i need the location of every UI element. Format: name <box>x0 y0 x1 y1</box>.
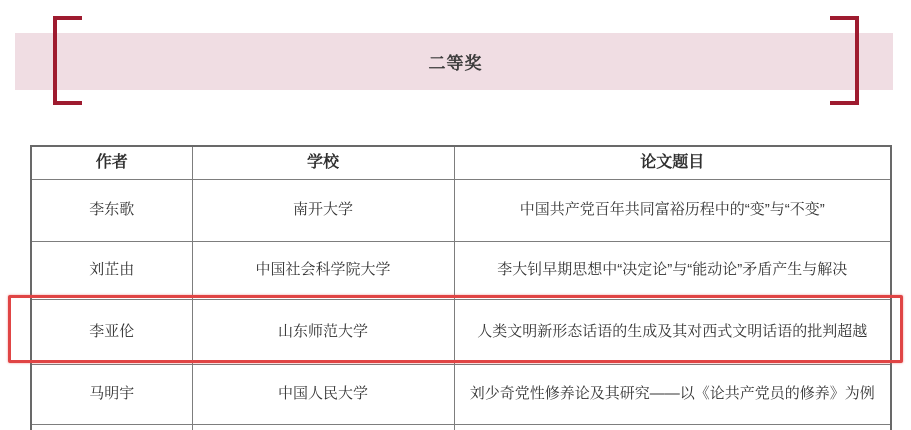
cell-paper-title: 人类文明新形态话语的生成及其对西式文明话语的批判超越 <box>454 299 891 364</box>
award-table <box>30 145 892 430</box>
prize-banner-title: 二等奖 <box>428 54 483 73</box>
cell-school: 中国人民大学 <box>192 364 454 424</box>
cell-author: 马明宇 <box>31 364 192 424</box>
cell-school: 南开大学 <box>192 179 454 241</box>
table-row-highlighted <box>31 299 891 364</box>
header-school: 学校 <box>192 146 454 179</box>
cell-author: 李东歌 <box>31 179 192 241</box>
table-header-row <box>31 146 891 179</box>
cell-author: 刘芷由 <box>31 241 192 299</box>
cell-author: 李亚伦 <box>31 299 192 364</box>
table-row <box>31 179 891 241</box>
table-row <box>31 241 891 299</box>
table-row <box>31 364 891 424</box>
header-author: 作者 <box>31 146 192 179</box>
cell-paper-title: 中国共产党百年共同富裕历程中的“变”与“不变” <box>454 179 891 241</box>
table-row-cutoff <box>31 424 891 430</box>
cell-school: 山东师范大学 <box>192 299 454 364</box>
cell-paper-title: 刘少奇党性修养论及其研究——以《论共产党员的修养》为例 <box>454 364 891 424</box>
cell-paper-title: 李大钊早期思想中“决定论”与“能动论”矛盾产生与解决 <box>454 241 891 299</box>
header-paper-title: 论文题目 <box>454 146 891 179</box>
cell-school: 中国社会科学院大学 <box>192 241 454 299</box>
